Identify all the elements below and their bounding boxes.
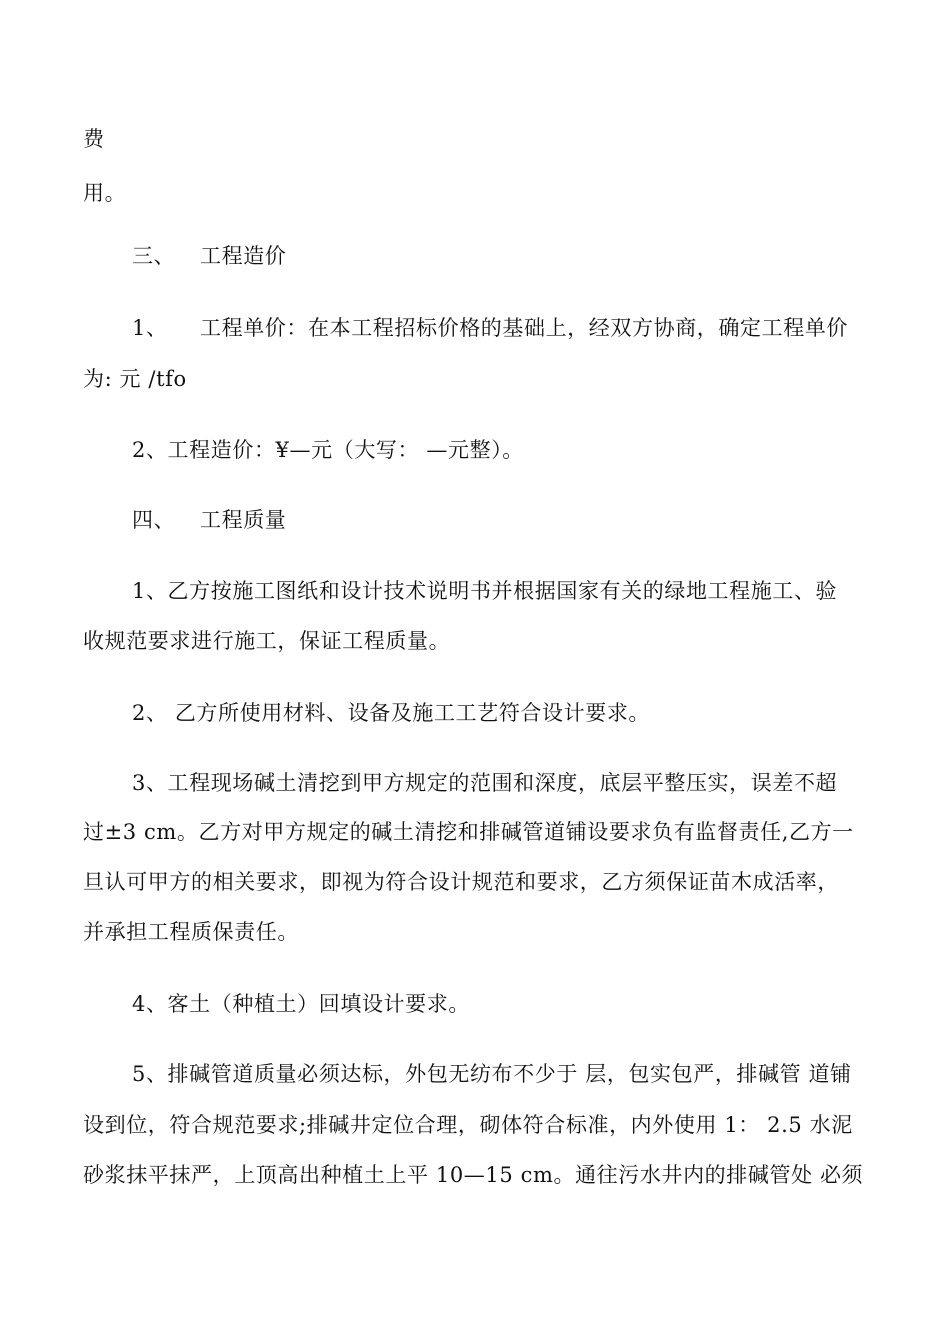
text-line: 3、工程现场碱土清挖到甲方规定的范围和深度，底层平整压实，误差不超 (132, 771, 838, 795)
text-line (132, 313, 942, 343)
section-heading-quality (132, 505, 942, 535)
text-line: 砂浆抹平抹严，上顶高出种植土上平 10—15 cm。通往污水井内的排碱管处 必须 (83, 1163, 864, 1187)
text-line: 5、排碱管道质量必须达标，外包无纺布不少于 层，包实包严，排碱管 道铺 (132, 1062, 852, 1086)
section-title: 工程造价 (200, 244, 287, 268)
text-line: 过±3 cm。乙方对甲方规定的碱土清挖和排碱管道铺设要求负有监督责任,乙方一 (83, 820, 854, 844)
item-number: 1、 (132, 316, 168, 340)
text-line: 2、工程造价：¥—元（大写： —元整）。 (132, 438, 524, 462)
text-line: 旦认可甲方的相关要求，即视为符合设计规范和要求，乙方须保证苗木成活率， (83, 870, 839, 894)
section-number: 三、 (132, 244, 176, 268)
text-line: 4、客土（种植土）回填设计要求。 (132, 992, 470, 1016)
text-line: 1、乙方按施工图纸和设计技术说明书并根据国家有关的绿地工程施工、验 (132, 579, 838, 603)
item-text: 工程单价：在本工程招标价格的基础上，经双方协商，确定工程单价 (200, 316, 848, 340)
text-line: 并承担工程质保责任。 (83, 920, 299, 944)
text-line: 设到位，符合规范要求;排碱井定位合理，砌体符合标准，内外使用 1： 2.5 水泥 (83, 1113, 853, 1137)
text-line: 2、 乙方所使用材料、设备及施工工艺符合设计要求。 (132, 701, 651, 725)
text-line: 为: 元 /tfo (83, 367, 187, 391)
text-line: 费 (83, 127, 105, 151)
section-title: 工程质量 (200, 508, 287, 532)
section-number: 四、 (132, 508, 176, 532)
text-line: 收规范要求进行施工，保证工程质量。 (83, 629, 451, 653)
text-line: 用。 (83, 181, 127, 205)
section-heading-cost (132, 241, 942, 271)
